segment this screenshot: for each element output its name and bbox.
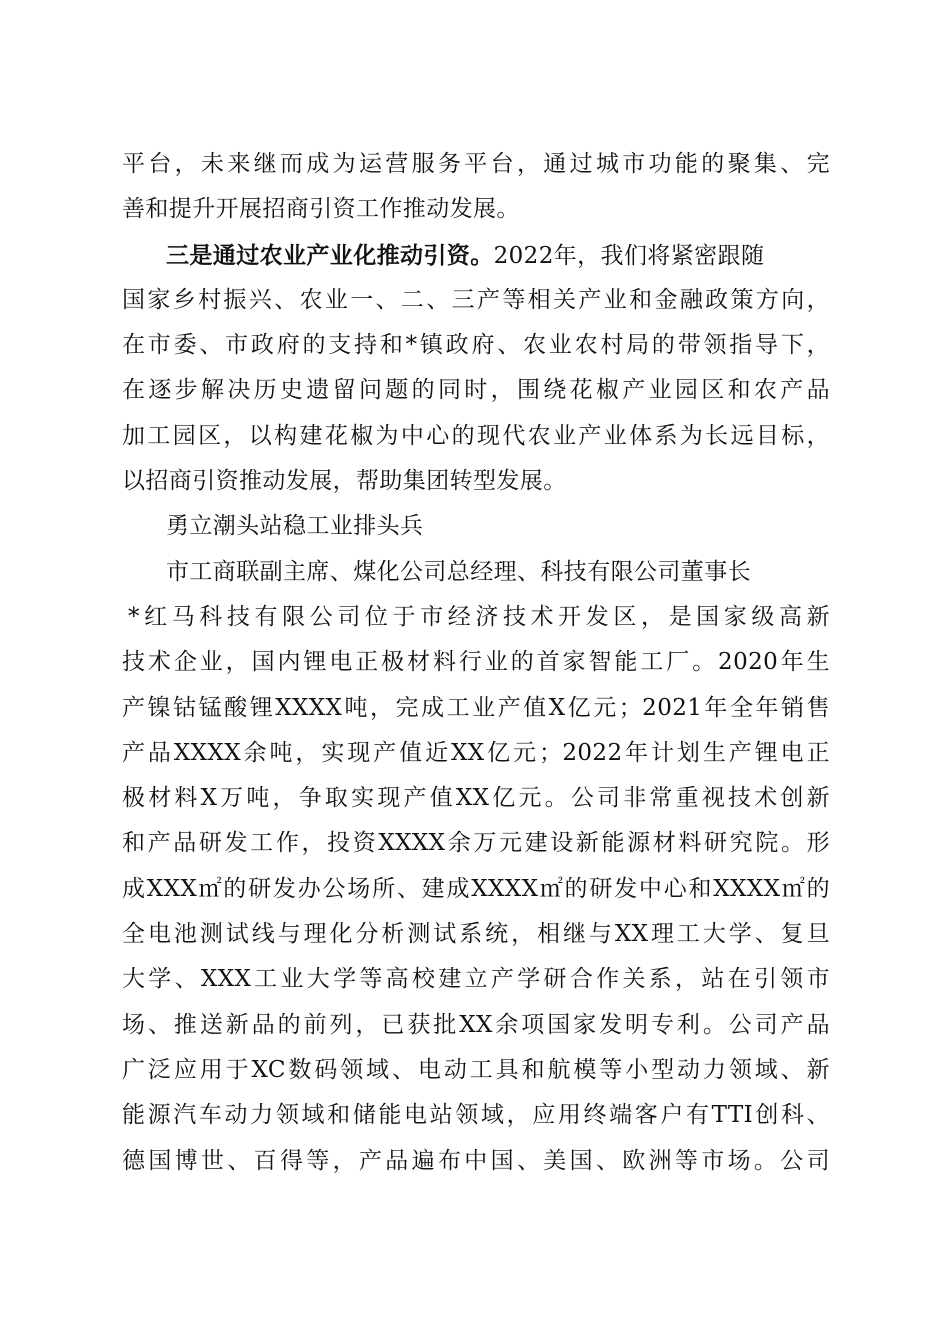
paragraph-1 <box>122 142 830 233</box>
paragraph-3-line-3: 产镍钴锰酸锂XXXX吨，完成工业产值X亿元；2021年全年销售 <box>122 694 830 721</box>
paragraph-3 <box>122 595 830 1184</box>
paragraph-2-line-4: 在逐步解决历史遗留问题的同时，围绕花椒产业园区和农产品 <box>122 377 830 404</box>
paragraph-2-line-3: 在市委、市政府的支持和*镇政府、农业农村局的带领指导下， <box>122 332 830 359</box>
paragraph-3-line-10: 场、推送新品的前列，已获批XX余项国家发明专利。公司产品 <box>122 1011 830 1038</box>
paragraph-3-line-4: 产品XXXX余吨，实现产值近XX亿元；2022年计划生产锂电正 <box>122 739 830 766</box>
paragraph-3-line-6: 和产品研发工作，投资XXXX余万元建设新能源材料研究院。形 <box>122 830 830 857</box>
document-body <box>122 142 830 1184</box>
paragraph-3-line-8: 全电池测试线与理化分析测试系统，相继与XX理工大学、复旦 <box>122 921 830 948</box>
paragraph-3-line-9: 大学、XXX工业大学等高校建立产学研合作关系，站在引领市 <box>122 966 830 993</box>
paragraph-3-line-2: 技术企业，国内锂电正极材料行业的首家智能工厂。2020年生 <box>122 649 830 676</box>
paragraph-2-lead-bold: 三是通过农业产业化推动引资。 <box>166 241 494 269</box>
paragraph-3-line-11: 广泛应用于XC数码领域、电动工具和航模等小型动力领域、新 <box>122 1056 830 1083</box>
paragraph-3-line-12: 能源汽车动力领域和储能电站领域，应用终端客户有TTI创科、 <box>122 1102 830 1129</box>
paragraph-2-lead-rest: 2022年，我们将紧密跟随 <box>493 242 765 269</box>
paragraph-1-line-2: 善和提升开展招商引资工作推动发展。 <box>122 196 520 223</box>
paragraph-3-line-5: 极材料X万吨，争取实现产值XX亿元。公司非常重视技术创新 <box>122 785 830 812</box>
paragraph-1-line-1: 平台，未来继而成为运营服务平台，通过城市功能的聚集、完 <box>122 151 830 177</box>
author-line: 市工商联副主席、煤化公司总经理、科技有限公司董事长 <box>166 558 751 585</box>
paragraph-2-line-2: 国家乡村振兴、农业一、二、三产等相关产业和金融政策方向， <box>122 286 830 313</box>
paragraph-2 <box>122 233 830 505</box>
paragraph-3-line-1: *红马科技有限公司位于市经济技术开发区，是国家级高新 <box>128 603 830 630</box>
paragraph-2-line-1 <box>122 233 830 278</box>
paragraph-3-line-7: 成XXX㎡的研发办公场所、建成XXXX㎡的研发中心和XXXX㎡的 <box>122 875 830 902</box>
section-title: 勇立潮头站稳工业排头兵 <box>166 513 424 540</box>
paragraph-3-line-13: 德国博世、百得等，产品遍布中国、美国、欧洲等市场。公司 <box>122 1147 830 1174</box>
paragraph-2-line-5: 加工园区，以构建花椒为中心的现代农业产业体系为长远目标， <box>122 422 830 449</box>
paragraph-2-line-6: 以招商引资推动发展，帮助集团转型发展。 <box>122 468 567 495</box>
